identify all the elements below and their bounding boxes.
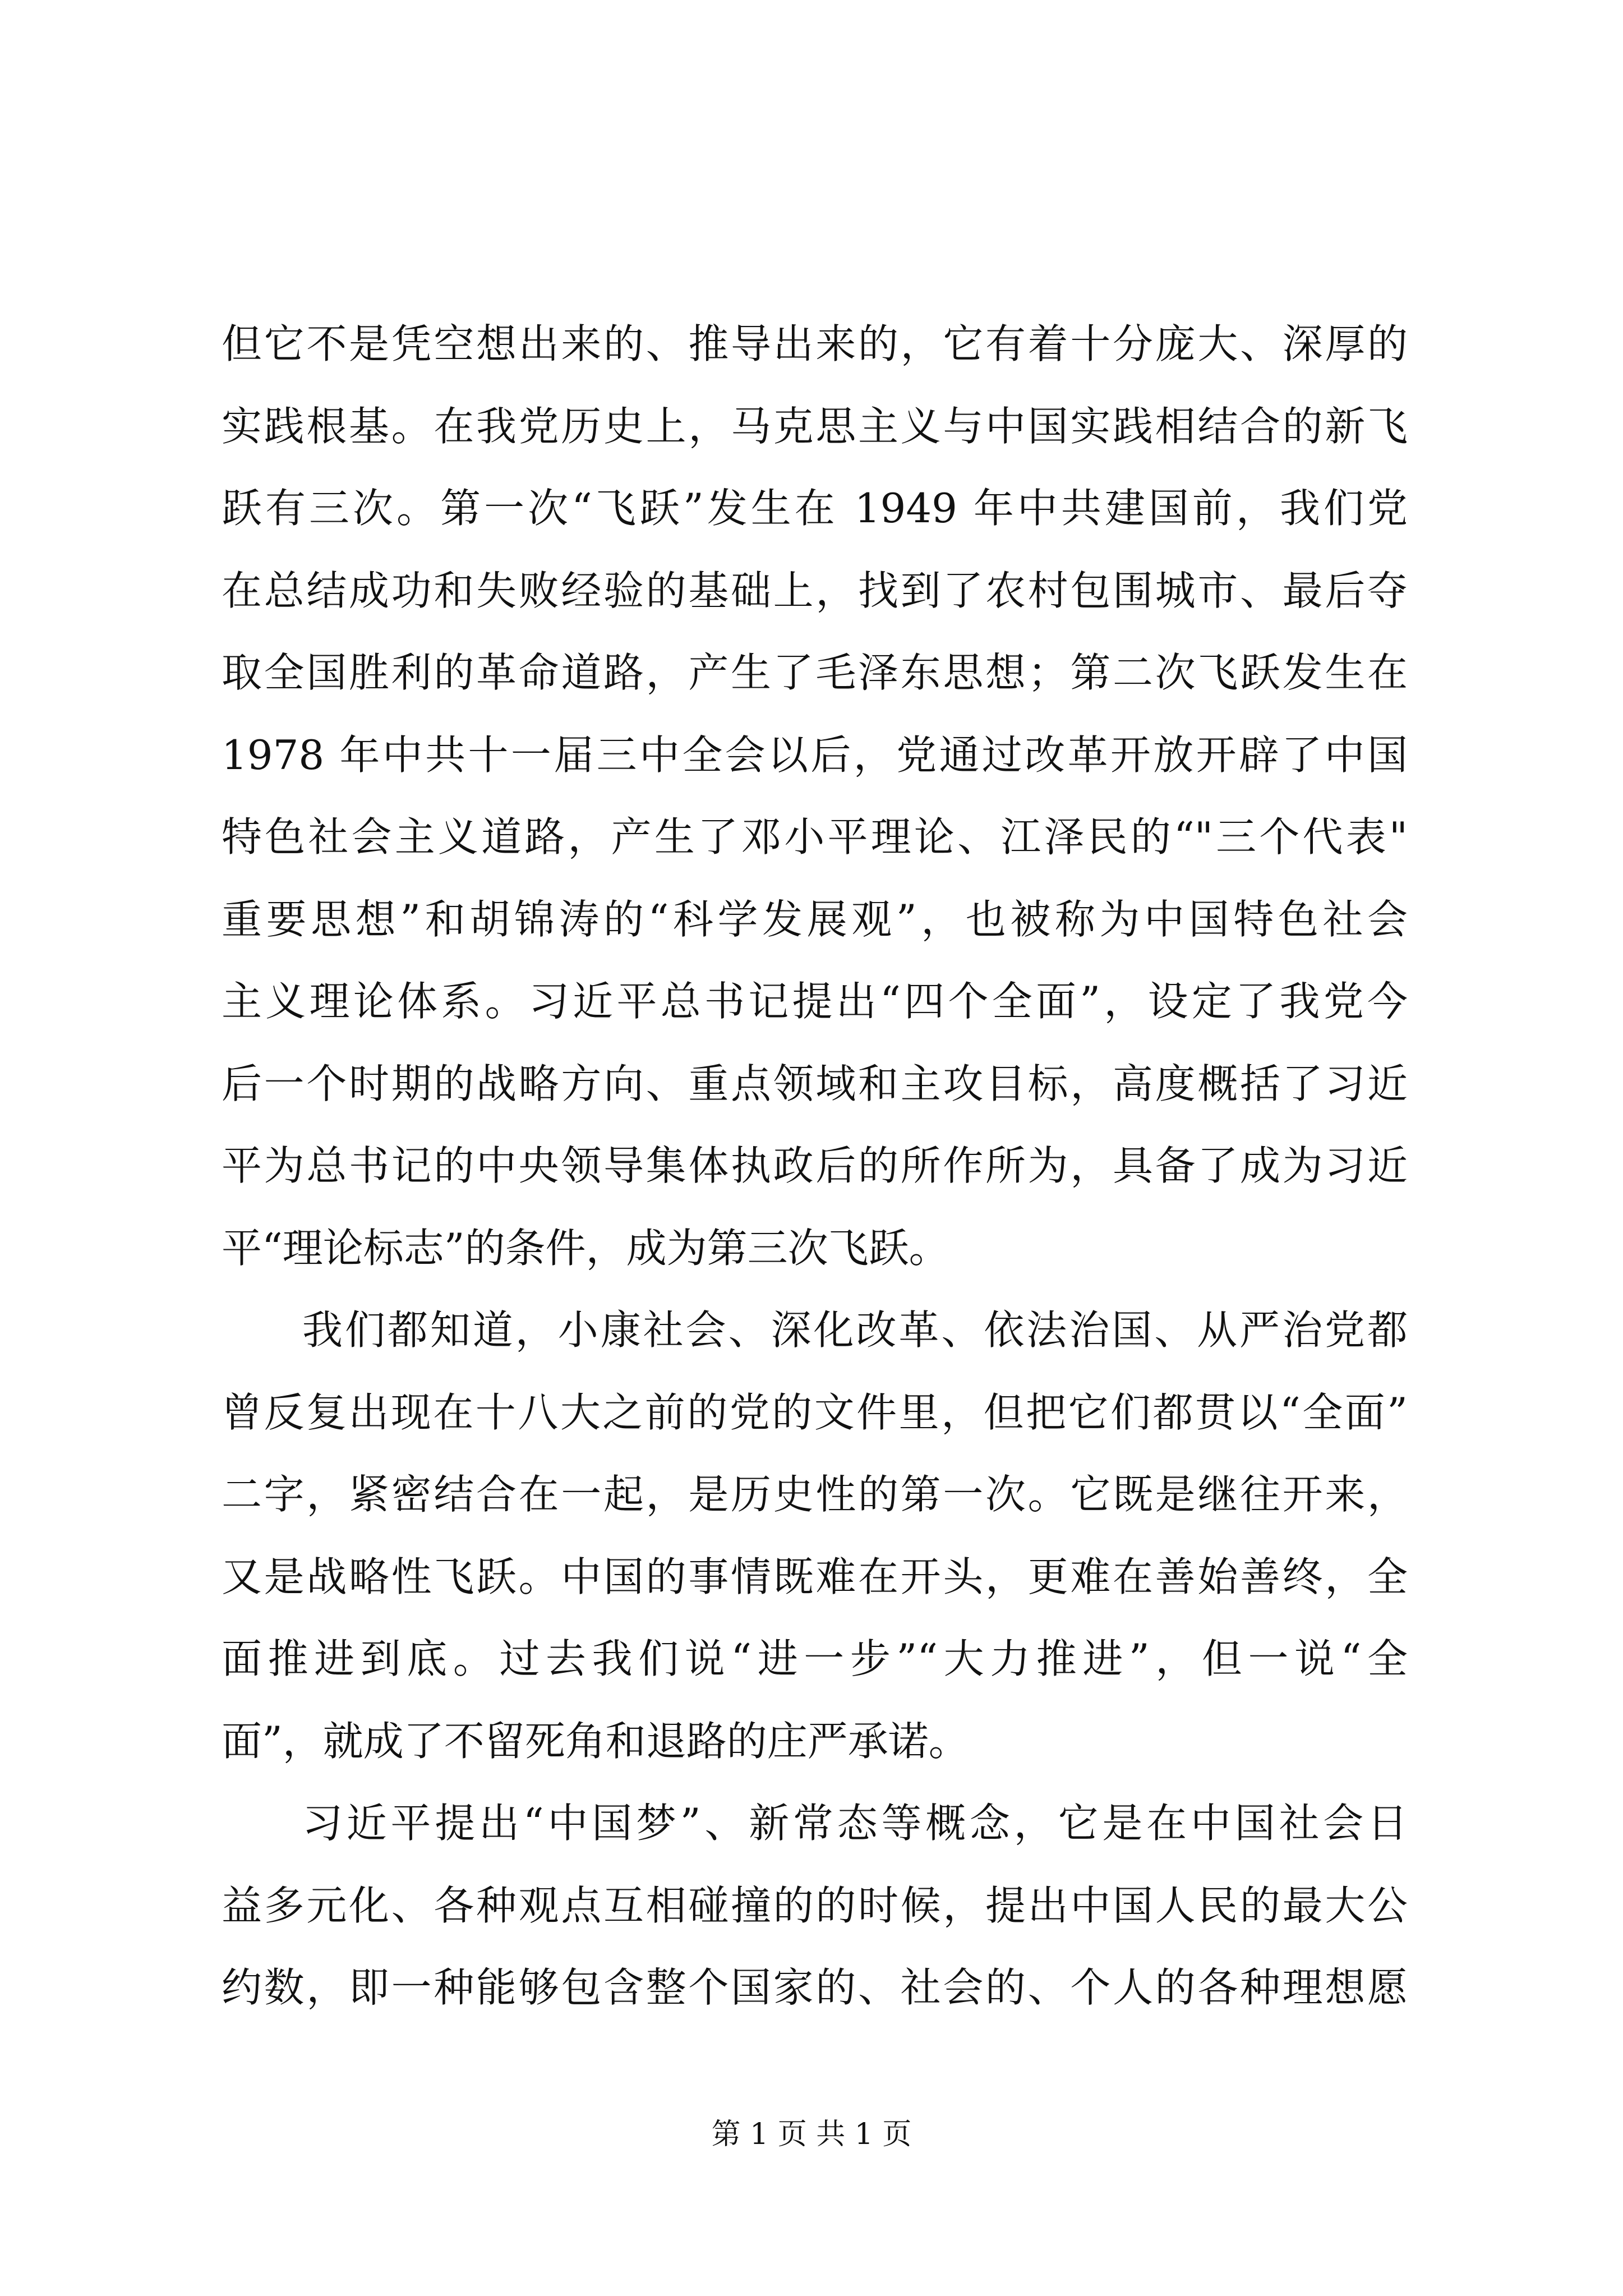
body-text	[222, 303, 1408, 2029]
text-line: 二字，紧密结合在一起，是历史性的第一次。它既是继往开来，	[222, 1471, 1408, 1518]
text-line: 益多元化、各种观点互相碰撞的的时候，提出中国人民的最大公	[222, 1881, 1408, 1929]
text-line: 在总结成功和失败经验的基础上，找到了农村包围城市、最后夺	[222, 567, 1408, 614]
text-line: 面”，就成了不留死角和退路的庄严承诺。	[222, 1717, 969, 1765]
text-line: 平为总书记的中央领导集体执政后的所作所为，具备了成为习近	[222, 1142, 1408, 1189]
text-line: 实践根基。在我党历史上，马克思主义与中国实践相结合的新飞	[222, 402, 1408, 450]
text-line: 取全国胜利的革命道路，产生了毛泽东思想；第二次飞跃发生在	[222, 649, 1408, 696]
text-line: 特色社会主义道路，产生了邓小平理论、江泽民的“"三个代表"	[222, 813, 1408, 861]
text-line: 重要思想”和胡锦涛的“科学发展观”，也被称为中国特色社会	[222, 895, 1408, 943]
text-line: 跃有三次。第一次“飞跃”发生在 1949 年中共建国前，我们党	[222, 485, 1408, 532]
text-line: 平“理论标志”的条件，成为第三次飞跃。	[222, 1224, 949, 1272]
text-line: 约数，即一种能够包含整个国家的、社会的、个人的各种理想愿	[222, 1964, 1408, 2011]
page-footer: 第 1 页 共 1 页	[711, 2118, 912, 2151]
paragraph	[222, 303, 1408, 1289]
paragraph	[222, 1289, 1408, 1782]
text-line: 又是战略性飞跃。中国的事情既难在开头，更难在善始善终，全	[222, 1553, 1408, 1600]
text-line: 后一个时期的战略方向、重点领域和主攻目标，高度概括了习近	[222, 1060, 1408, 1107]
text-line: 主义理论体系。习近平总书记提出“四个全面”，设定了我党今	[222, 978, 1408, 1025]
text-line: 曾反复出现在十八大之前的党的文件里，但把它们都贯以“全面”	[222, 1388, 1408, 1436]
text-line: 1978 年中共十一届三中全会以后，党通过改革开放开辟了中国	[222, 731, 1408, 779]
text-line: 我们都知道，小康社会、深化改革、依法治国、从严治党都	[302, 1306, 1408, 1354]
text-line: 习近平提出“中国梦”、新常态等概念，它是在中国社会日	[302, 1800, 1408, 1847]
paragraph	[222, 1782, 1408, 2029]
text-line: 但它不是凭空想出来的、推导出来的，它有着十分庞大、深厚的	[222, 320, 1408, 367]
text-line: 面推进到底。过去我们说“进一步”“大力推进”，但一说“全	[222, 1635, 1408, 1682]
